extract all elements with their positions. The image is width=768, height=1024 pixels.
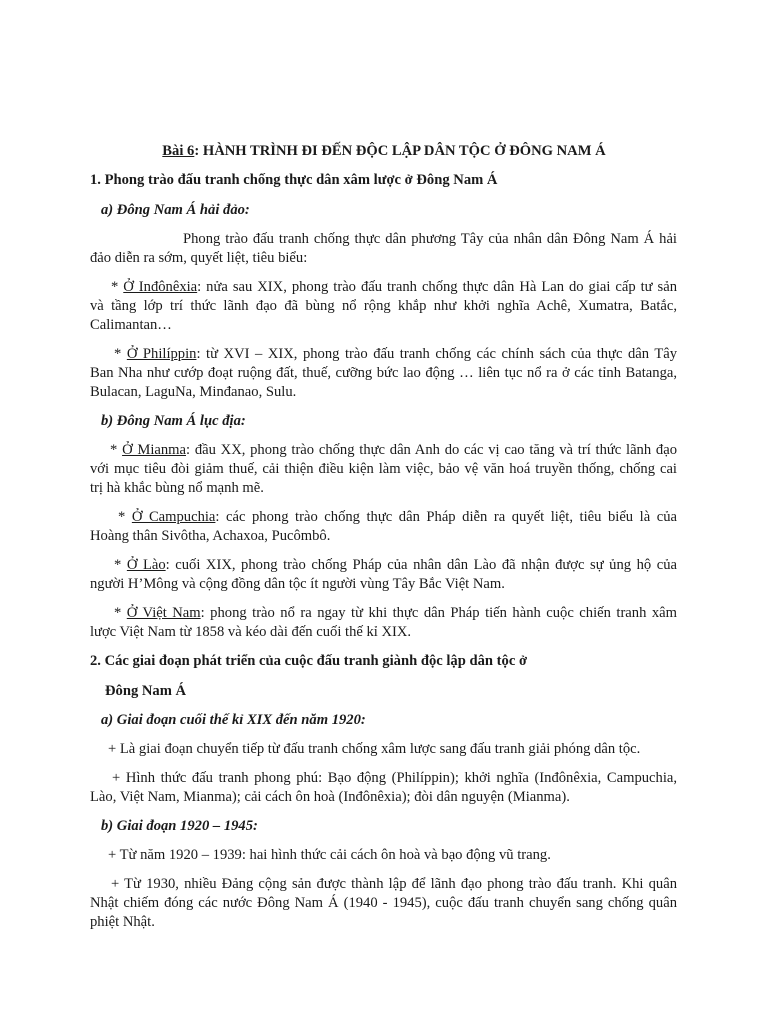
cambodia-text-1: : các phong trào chống thực dân Pháp diễn ra quyết liệt, tiêu biểu là của <box>215 509 677 525</box>
section-2b-point-2-line-2: Nhật chiếm đóng các nước Đông Nam Á (1940 - 1945), cuộc đấu tranh chuyển sang chống quân <box>90 895 677 911</box>
indonesia-place: Ở Inđônêxia <box>123 279 198 295</box>
intro-line-1: Phong trào đấu tranh chống thực dân phương Tây của nhân dân Đông Nam Á hải <box>183 231 677 247</box>
indonesia-line-3: Calimantan… <box>90 317 172 333</box>
vietnam-place: Ở Việt Nam <box>126 605 201 621</box>
bullet: * <box>114 605 127 621</box>
vietnam-line-1 <box>114 603 677 623</box>
section-2a-heading: a) Giai đoạn cuối thế kỉ XIX đến năm 1920: <box>101 712 366 728</box>
cambodia-line-1 <box>118 507 677 527</box>
bullet: * <box>118 509 132 525</box>
philippines-line-3: Bulacan, LaguNa, Minđanao, Sulu. <box>90 384 297 400</box>
myanmar-line-3: trị hà khắc bùng nổ mạnh mẽ. <box>90 480 264 496</box>
bullet: * <box>110 442 123 458</box>
indonesia-text-1: : nửa sau XIX, phong trào đấu tranh chống thực dân Hà Lan do giai cấp tư sản <box>197 279 678 295</box>
section-2-heading-line-1: 2. Các giai đoạn phát triển của cuộc đấu tranh giành độc lập dân tộc ở <box>90 653 528 669</box>
section-2-heading-line-2: Đông Nam Á <box>105 683 187 699</box>
myanmar-text-1: : đầu XX, phong trào chống thực dân Anh do các vị cao tăng và trí thức lãnh đạo <box>186 442 677 458</box>
section-2b-heading: b) Giai đoạn 1920 – 1945: <box>101 818 258 834</box>
section-2b-point-2-line-1: + Từ 1930, nhiều Đảng cộng sản được thành lập để lãnh đạo phong trào đấu tranh. Khi quân <box>111 876 677 892</box>
indonesia-line-1 <box>111 277 677 297</box>
lesson-title <box>0 141 768 161</box>
lesson-label: Bài 6 <box>162 143 195 159</box>
section-2a-point-2-line-2: Lào, Việt Nam, Mianma); cải cách ôn hoà (Inđônêxia); đòi dân nguyện (Mianma). <box>90 789 570 805</box>
lesson-title-text: : HÀNH TRÌNH ĐI ĐẾN ĐỘC LẬP DÂN TỘC Ở ĐÔNG NAM Á <box>194 143 606 159</box>
section-2a-point-2-line-1: + Hình thức đấu tranh phong phú: Bạo động (Philíppin); khởi nghĩa (Inđônêxia, Campuchia, <box>112 770 677 786</box>
section-1-heading: 1. Phong trào đấu tranh chống thực dân xâm lược ở Đông Nam Á <box>90 172 498 188</box>
vietnam-text-1: : phong trào nổ ra ngay từ khi thực dân Pháp tiến hành cuộc chiến tranh xâm <box>200 605 677 621</box>
bullet: * <box>114 557 127 573</box>
philippines-place: Ở Philíppin <box>126 346 197 362</box>
section-2b-point-2-line-3: phiệt Nhật. <box>90 914 155 930</box>
intro-line-2: đảo diễn ra sớm, quyết liệt, tiêu biểu: <box>90 250 308 266</box>
bullet: * <box>114 346 127 362</box>
laos-line-2: người H’Mông và cộng đồng dân tộc ít người vùng Tây Bắc Việt Nam. <box>90 576 505 592</box>
section-2b-point-1: + Từ năm 1920 – 1939: hai hình thức cải cách ôn hoà và bạo động vũ trang. <box>108 847 551 863</box>
philippines-line-2: Ban Nha như cướp đoạt ruộng đất, thuế, cưỡng bức lao động … liên tục nổ ra ở các tỉnh Batanga, <box>90 365 677 381</box>
cambodia-line-2: Hoàng thân Sivôtha, Achaxoa, Pucômbô. <box>90 528 331 544</box>
myanmar-line-1 <box>110 440 677 460</box>
section-2a-point-1: + Là giai đoạn chuyển tiếp từ đấu tranh chống xâm lược sang đấu tranh giải phóng dân tộc. <box>108 741 641 757</box>
myanmar-line-2: với mục tiêu đòi giảm thuế, cải thiện điều kiện làm việc, bảo vệ văn hoá truyền thống, chống cai <box>90 461 677 477</box>
vietnam-line-2: lược Việt Nam từ 1858 và kéo dài đến cuối thế kỉ XIX. <box>90 624 412 640</box>
philippines-text-1: : từ XVI – XIX, phong trào đấu tranh chống các chính sách của thực dân Tây <box>196 346 678 362</box>
cambodia-place: Ở Campuchia <box>131 509 216 525</box>
myanmar-place: Ở Mianma <box>122 442 186 458</box>
bullet: * <box>111 279 124 295</box>
section-1b-heading: b) Đông Nam Á lục địa: <box>101 413 246 429</box>
laos-text-1: : cuối XIX, phong trào chống Pháp của nhân dân Lào đã nhận được sự ủng hộ của <box>165 557 677 573</box>
section-1a-heading: a) Đông Nam Á hải đảo: <box>101 202 250 218</box>
philippines-line-1 <box>114 344 677 364</box>
laos-place: Ở Lào <box>126 557 166 573</box>
indonesia-line-2: và tầng lớp trí thức lãnh đạo đã bùng nổ rộng khắp như khởi nghĩa Achê, Xumatra, Batắc, <box>90 298 677 314</box>
laos-line-1 <box>114 555 677 575</box>
